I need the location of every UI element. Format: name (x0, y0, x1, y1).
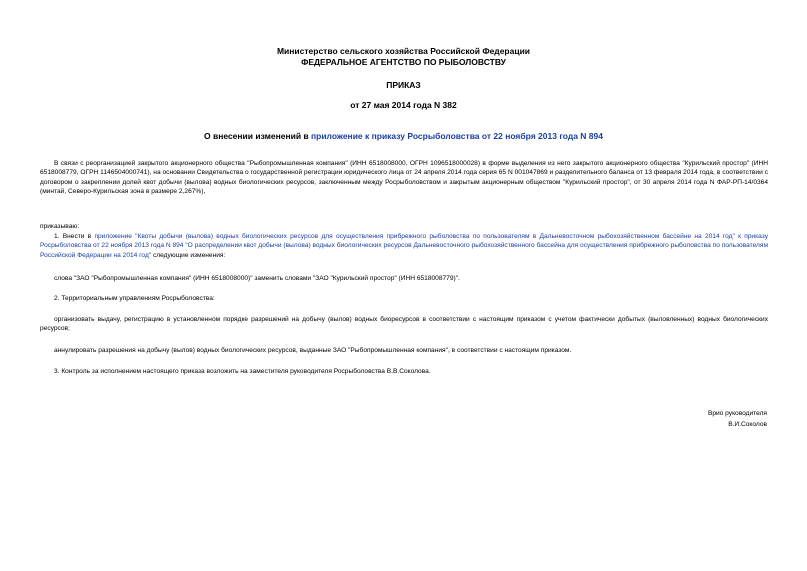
agency-name: ФЕДЕРАЛЬНОЕ АГЕНТСТВО ПО РЫБОЛОВСТВУ (301, 57, 506, 67)
item-1-paragraph (40, 232, 768, 260)
doc-type: ПРИКАЗ (386, 80, 421, 90)
item-1-prefix: 1. Внести в (54, 233, 95, 240)
item-1-link[interactable]: приложение "Квоты добычи (вылова) водных биологических ресурсов для осуществления прибрежного рыболовства по пользователям в Дальневосточном рыбохозяйственном бассейне на 2014 год" к приказу Росрыболовства от 22 ноября 2013 года N 894 "О распределении квот добычи (вылова) водных биологических ресурсов Дальневосточного рыбохозяйственного бассейна для осуществления прибрежного рыболовства по пользователям Российской Федерации на 2014 год" (40, 233, 768, 259)
item-1-change: слова "ЗАО "Рыбопромышленная компания" (ИНН 6518008000)" заменить словами "ЗАО "Курильский простор" (ИНН 6518008779)". (54, 275, 460, 282)
item-2-b-paragraph: аннулировать разрешения на добычу (вылов) водных биологических ресурсов, выданные ЗАО "Рыбопромышленная компания", в соответствии с настоящим приказом. (54, 347, 572, 354)
item-2-paragraph: 2. Территориальным управлениям Росрыболовства: (54, 295, 215, 302)
ministry-name: Министерство сельского хозяйства Российской Федерации (276, 46, 531, 56)
signature-position: Врио руководителя (707, 410, 767, 417)
doc-title (0, 131, 807, 141)
item-2-a-paragraph: организовать выдачу, регистрацию в установленном порядке разрешений на добычу (вылов) водных биоресурсов в соответствии с настоящим приказом с учетом фактически добытых (выловленных) водных биологических ресурсов; (40, 316, 768, 333)
order-word: приказываю: (40, 223, 80, 230)
doc-date-number: от 27 мая 2014 года N 382 (350, 100, 457, 110)
signature-name: В.И.Соколов (728, 421, 767, 428)
item-1-suffix: следующие изменения: (151, 251, 226, 259)
doc-title-link[interactable]: приложение к приказу Росрыболовства от 22 ноября 2013 года N 894 (311, 131, 603, 141)
preamble-paragraph: В связи с реорганизацией закрытого акционерного общества "Рыбопромышленная компания" (ИНН 6518008000, ОГРН 1096518000028) в форме выделения из него закрытого акционерного общества "Курильский простор" (ИНН 6518008779, ОГРН 1146504000741), на основании Свидетельства о государственной регистрации юридического лица от 24 апреля 2014 года серия 65 N 001047869 и разделительного баланса от 13 февраля 2014 года, в соответствии с договором о закреплении долей квот добычи (вылова) водных биологических ресурсов, заключенным между Росрыболовством и закрытым акционерным обществом "Курильский простор", от 30 апреля 2014 года N ФАР-РП-14/0364 (минтай, Северо-Курильская зона в размере 2,267%), (40, 160, 768, 196)
doc-title-prefix: О внесении изменений в (204, 131, 311, 141)
item-3-paragraph: 3. Контроль за исполнением настоящего приказа возложить на заместителя руководителя Росрыболовства В.В.Соколова. (54, 368, 431, 375)
